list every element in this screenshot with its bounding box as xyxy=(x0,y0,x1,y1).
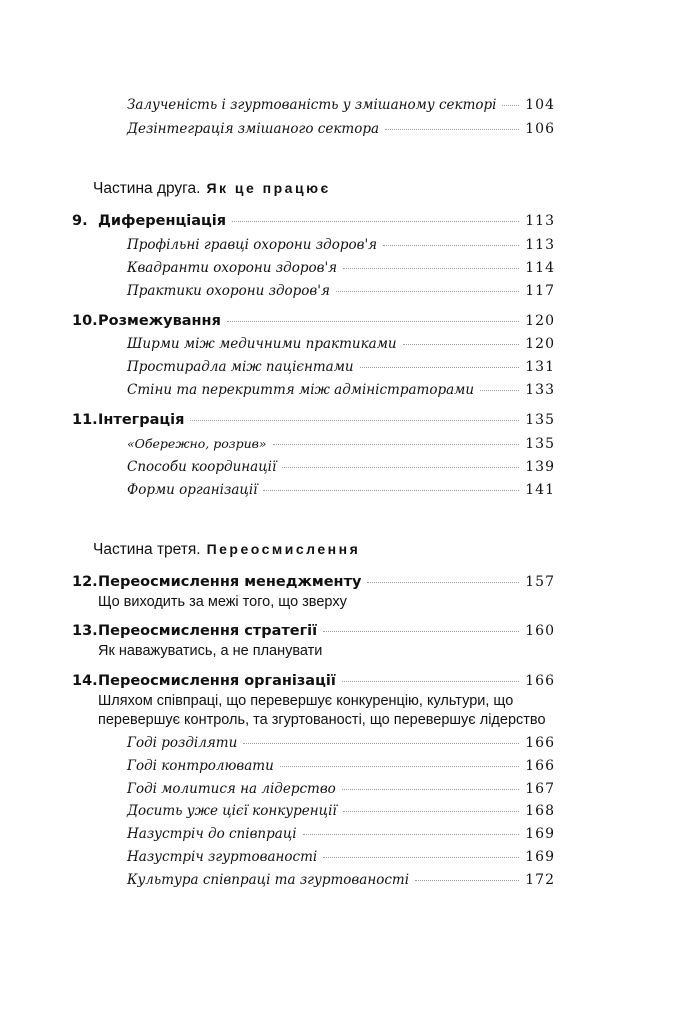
dot-leader xyxy=(502,105,519,106)
entry-title: Практики охорони здоров'я xyxy=(127,283,330,299)
chapter-description: Що виходить за межі того, що зверху xyxy=(98,594,347,610)
toc-entry[interactable] xyxy=(127,237,555,253)
entry-title: Простирадла між пацієнтами xyxy=(127,359,354,375)
entry-page: 141 xyxy=(525,482,555,498)
entry-title: Годі контролювати xyxy=(127,758,274,774)
toc-entry[interactable] xyxy=(127,359,555,375)
toc-entry[interactable] xyxy=(127,803,555,819)
dot-leader xyxy=(190,420,519,421)
entry-title: Форми організації xyxy=(127,482,258,498)
dot-leader xyxy=(263,490,519,491)
toc-entry[interactable] xyxy=(127,781,555,797)
chapter-page: 135 xyxy=(525,412,555,428)
entry-page: 135 xyxy=(525,436,555,452)
part-label: Частина третя. xyxy=(93,541,201,558)
entry-page: 113 xyxy=(525,237,555,253)
entry-title: Ширми між медичними практиками xyxy=(127,336,397,352)
entry-page: 172 xyxy=(525,872,555,888)
chapter-description: Як наважуватись, а не планувати xyxy=(98,643,323,659)
chapter-title: Переосмислення менеджменту xyxy=(98,574,362,590)
chapter-description: Шляхом співпраці, що перевершує конкуренцію, культури, що xyxy=(98,693,514,709)
chapter-number: 12. xyxy=(72,574,98,590)
entry-page: 167 xyxy=(525,781,555,797)
entry-title: Назустріч згуртованості xyxy=(127,849,318,865)
entry-title: «Обережно, розрив» xyxy=(127,436,267,451)
chapter-number: 9. xyxy=(72,213,88,229)
dot-leader xyxy=(403,344,520,345)
entry-page: 169 xyxy=(525,826,555,842)
dot-leader xyxy=(385,129,519,130)
entry-page: 166 xyxy=(525,758,555,774)
entry-page: 133 xyxy=(525,382,555,398)
chapter-number: 11. xyxy=(72,412,98,428)
dot-leader xyxy=(342,789,519,790)
chapter-page: 166 xyxy=(525,673,555,689)
entry-page: 117 xyxy=(525,283,555,299)
chapter-entry[interactable] xyxy=(72,213,555,229)
toc-entry[interactable] xyxy=(127,97,555,113)
entry-page: 139 xyxy=(525,459,555,475)
entry-title: Годі молитися на лідерство xyxy=(127,781,336,797)
entry-title: Культура співпраці та згуртованості xyxy=(127,872,410,888)
toc-entry[interactable] xyxy=(127,826,555,842)
dot-leader xyxy=(360,367,520,368)
dot-leader xyxy=(343,268,519,269)
dot-leader xyxy=(323,631,519,632)
chapter-title: Переосмислення стратегії xyxy=(98,623,318,639)
entry-title: Досить уже цієї конкуренції xyxy=(127,803,337,819)
entry-title: Назустріч до співпраці xyxy=(127,826,297,842)
chapter-number: 10. xyxy=(72,313,98,329)
dot-leader xyxy=(227,321,519,322)
entry-title: Способи координації xyxy=(127,459,277,475)
chapter-title: Розмежування xyxy=(98,313,221,329)
chapter-number: 14. xyxy=(72,673,98,689)
chapter-entry[interactable] xyxy=(72,673,555,689)
chapter-entry[interactable] xyxy=(72,313,555,329)
toc-entry[interactable] xyxy=(127,121,555,137)
part-heading xyxy=(93,541,360,559)
toc-entry[interactable] xyxy=(127,758,555,774)
entry-page: 106 xyxy=(525,121,555,137)
entry-page: 120 xyxy=(525,336,555,352)
chapter-entry[interactable] xyxy=(72,623,555,639)
chapter-entry[interactable] xyxy=(72,574,555,590)
dot-leader xyxy=(273,444,520,445)
dot-leader xyxy=(303,834,520,835)
entry-page: 131 xyxy=(525,359,555,375)
part-title: Як це працює xyxy=(206,180,331,196)
dot-leader xyxy=(367,582,519,583)
entry-page: 168 xyxy=(525,803,555,819)
part-title: Переосмислення xyxy=(206,541,361,557)
entry-title: Квадранти охорони здоров'я xyxy=(127,260,338,276)
entry-page: 104 xyxy=(525,97,555,113)
toc-entry[interactable] xyxy=(127,872,555,888)
entry-title: Стіни та перекриття між адміністраторами xyxy=(127,382,475,398)
chapter-page: 160 xyxy=(525,623,555,639)
toc-entry[interactable] xyxy=(127,459,555,475)
dot-leader xyxy=(336,291,519,292)
part-heading xyxy=(93,180,331,198)
dot-leader xyxy=(282,467,519,468)
dot-leader xyxy=(232,221,519,222)
entry-page: 169 xyxy=(525,849,555,865)
entry-title: Годі розділяти xyxy=(127,735,238,751)
entry-title: Профільні гравці охорони здоров'я xyxy=(127,237,378,253)
toc-entry[interactable] xyxy=(127,260,555,276)
entry-title: Залученість і згуртованість у змішаному секторі xyxy=(127,97,497,113)
chapter-page: 120 xyxy=(525,313,555,329)
part-label: Частина друга. xyxy=(93,180,201,197)
dot-leader xyxy=(280,766,519,767)
toc-entry[interactable] xyxy=(127,336,555,352)
toc-entry[interactable] xyxy=(127,735,555,751)
dot-leader xyxy=(342,681,519,682)
entry-page: 166 xyxy=(525,735,555,751)
dot-leader xyxy=(343,811,520,812)
toc-entry[interactable] xyxy=(127,849,555,865)
toc-entry[interactable] xyxy=(127,283,555,299)
toc-entry[interactable] xyxy=(127,382,555,398)
chapter-title: Переосмислення організації xyxy=(98,673,336,689)
chapter-page: 157 xyxy=(525,574,555,590)
dot-leader xyxy=(323,857,519,858)
chapter-title: Диференціація xyxy=(98,213,227,229)
entry-page: 114 xyxy=(525,260,555,276)
dot-leader xyxy=(415,880,519,881)
chapter-title: Інтеграція xyxy=(98,412,185,428)
dot-leader xyxy=(243,743,519,744)
dot-leader xyxy=(383,245,519,246)
toc-entry[interactable] xyxy=(127,436,555,452)
chapter-number: 13. xyxy=(72,623,98,639)
chapter-description: перевершує контроль, та згуртованості, що перевершує лідерство xyxy=(98,712,546,728)
toc-entry[interactable] xyxy=(127,482,555,498)
chapter-entry[interactable] xyxy=(72,412,555,428)
chapter-page: 113 xyxy=(525,213,555,229)
dot-leader xyxy=(480,390,519,391)
entry-title: Дезінтеграція змішаного сектора xyxy=(127,121,380,137)
